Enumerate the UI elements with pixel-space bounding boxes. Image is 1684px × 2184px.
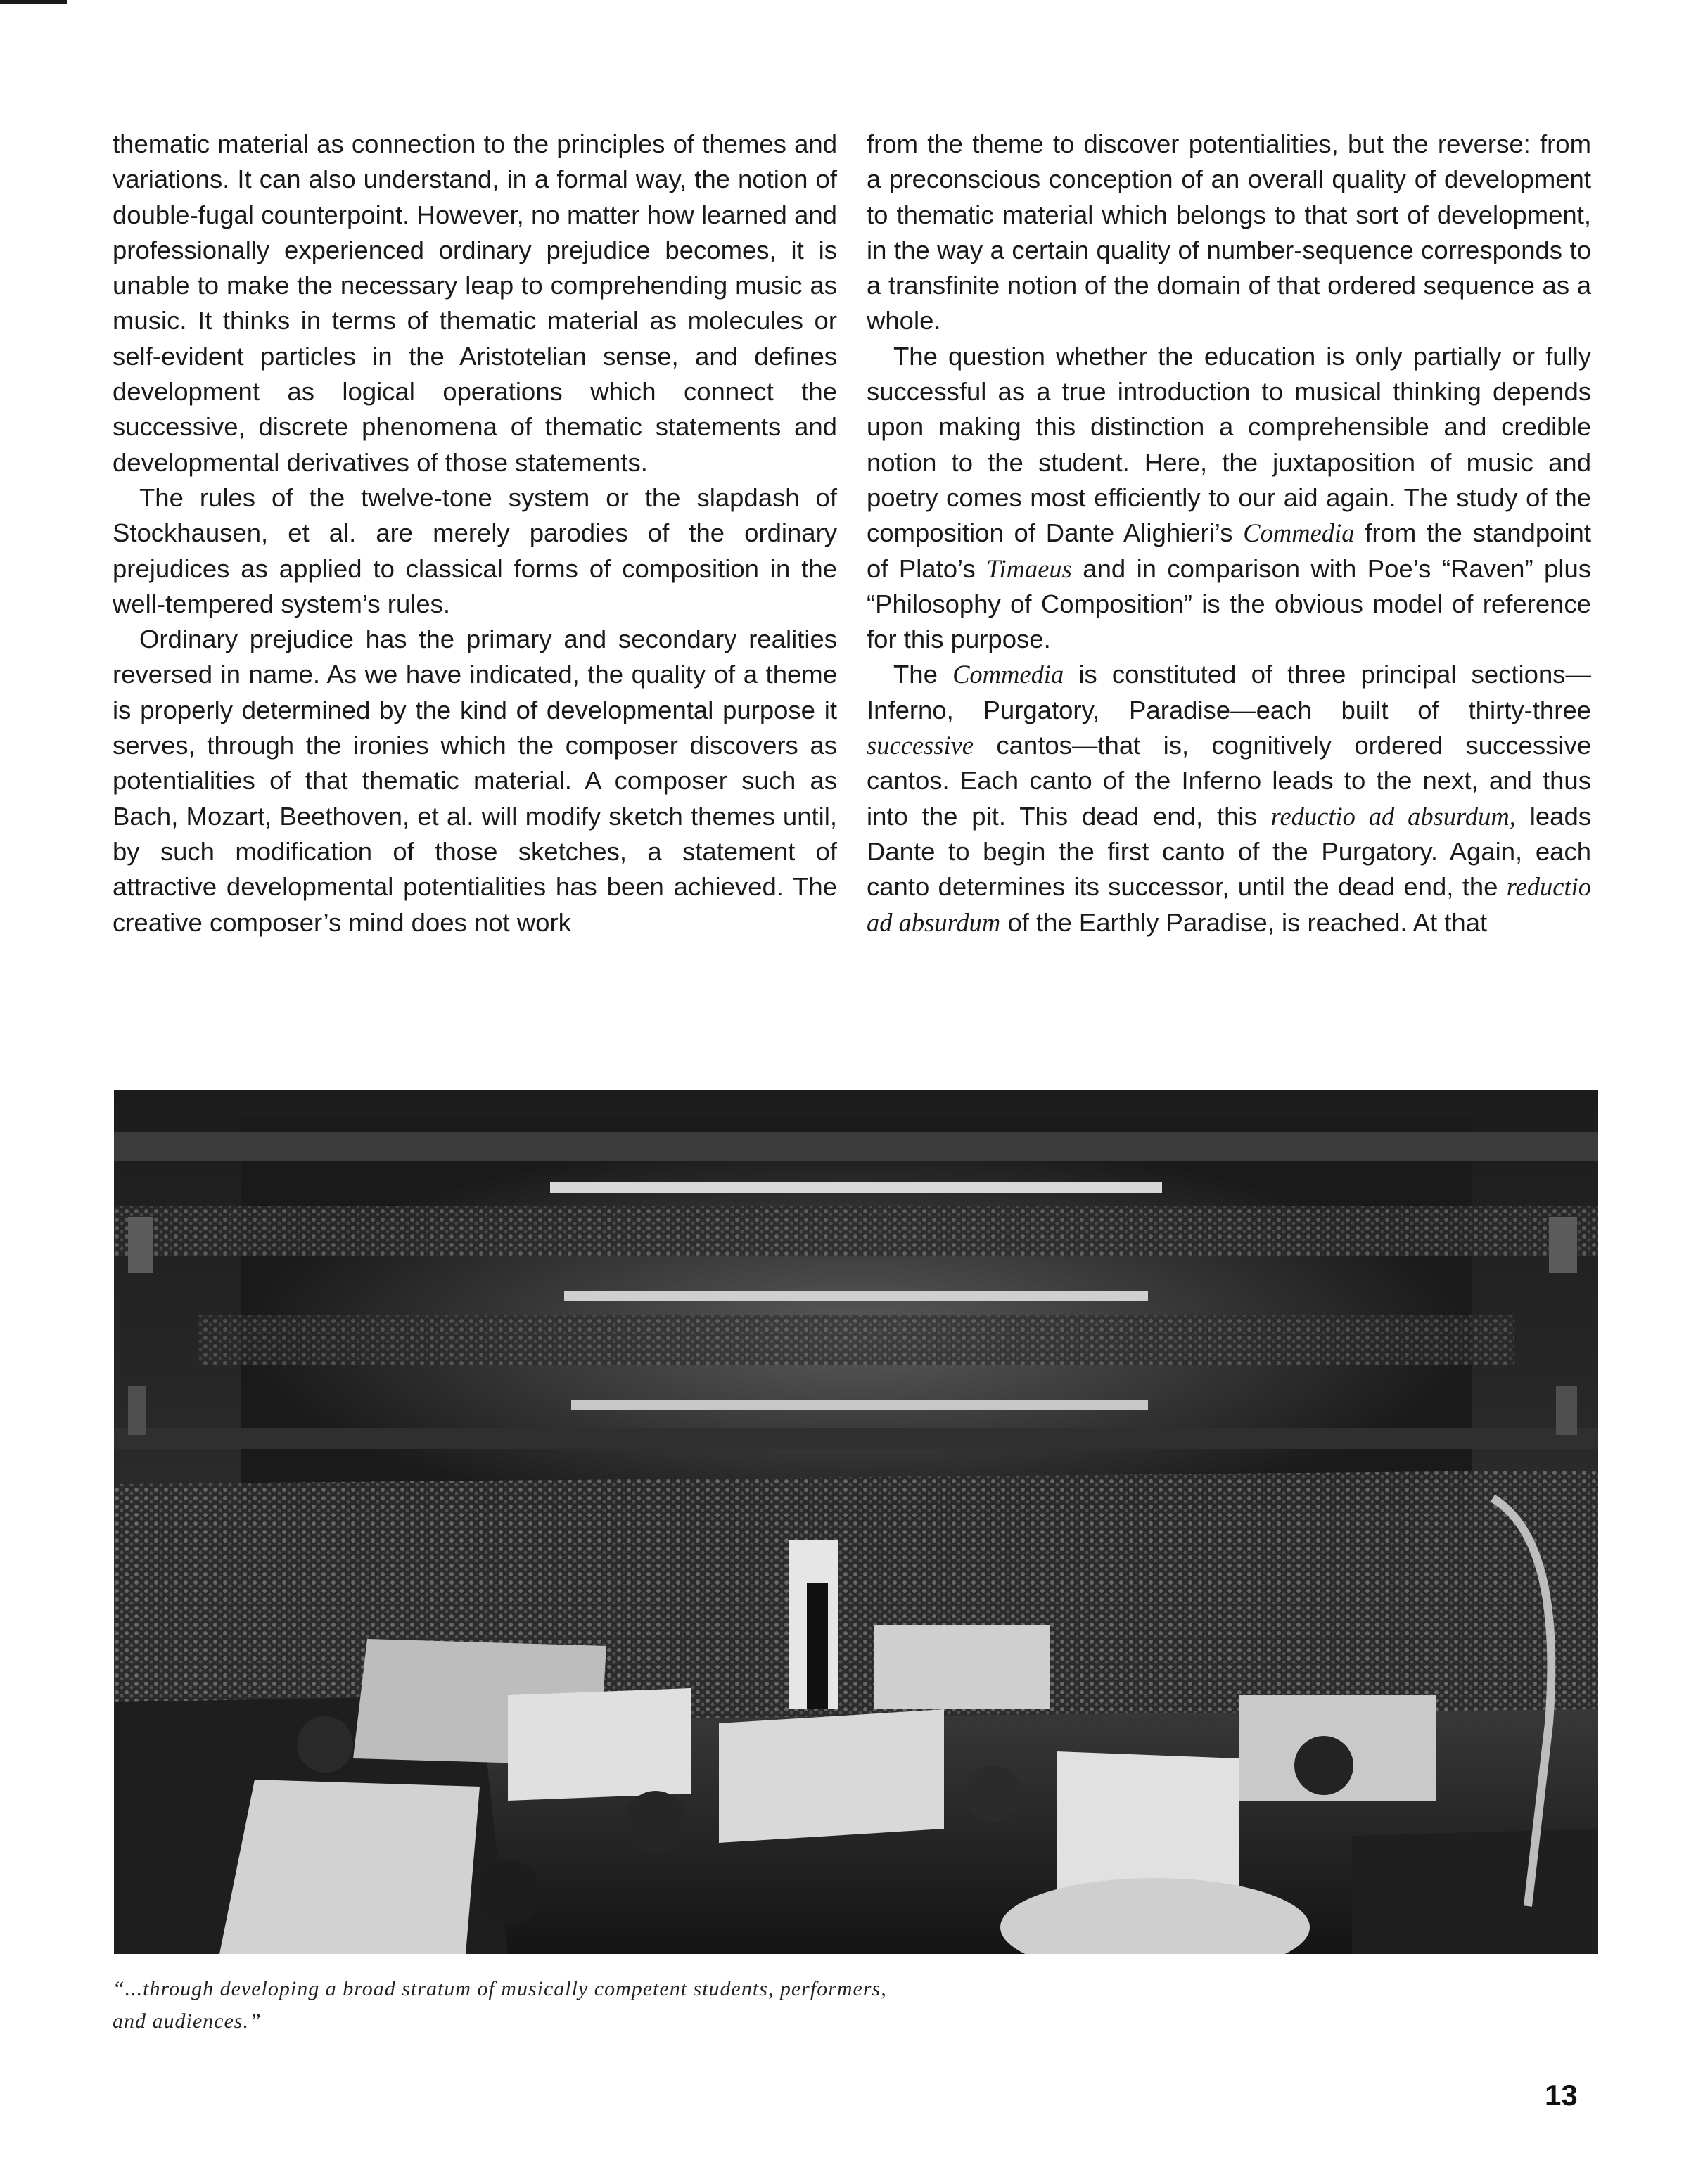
right-paragraph-1: from the theme to discover potentialities, but the reverse: from a preconscious conception of an overall quality of development to thematic material which belongs to that sort of development, in the way a certain quality of number-sequence corresponds to a transfinite notion of the domain of that ordered sequence as a whole. bbox=[867, 129, 1591, 336]
latin-phrase: reductio ad absurdum bbox=[867, 872, 1591, 937]
text-run: leads Dante to begin the first canto of the Purgatory. Again, each canto determines its successor, until the dead end, the bbox=[867, 801, 1591, 902]
left-paragraph-1: thematic material as connection to the principles of themes and variations. It can also understand, in a formal way, the notion of double-fugal counterpoint. However, no matter how learned and professionally experienced ordinary prejudice becomes, it is unable to make the necessary leap to comprehending music as music. It thinks in terms of thematic material as molecules or self-evident particles in the Aristotelian sense, and defines development as logical operations which connect the successive, discrete phenomena of thematic statements and developmental derivatives of those statements. bbox=[113, 129, 837, 477]
left-text-column bbox=[113, 127, 837, 940]
title-commedia: Commedia bbox=[952, 660, 1064, 689]
right-paragraph-3 bbox=[867, 657, 1591, 940]
page-number: 13 bbox=[1545, 2078, 1578, 2112]
text-run: The question whether the education is only partially or fully successful as a true introduction to musical thinking depends upon making this distinction a comprehensible and credible notion to the student. Here, the juxtaposition of music and poetry comes most efficiently to our aid again. The study of the composition of Dante Alighieri’s bbox=[867, 341, 1591, 548]
right-paragraph-2 bbox=[867, 339, 1591, 658]
latin-phrase: reductio ad absurdum, bbox=[1270, 801, 1516, 831]
caption-line-2: and audiences.” bbox=[113, 2010, 262, 2033]
text-run: and in comparison with Poe’s “Raven” plus “Philosophy of Composition” is the obvious model of reference for this purpose. bbox=[867, 554, 1591, 654]
photo-caption bbox=[113, 1973, 1210, 2038]
caption-line-1: “...through developing a broad stratum of musically competent students, performers, bbox=[113, 1977, 887, 2000]
left-paragraph-2: The rules of the twelve-tone system or the slapdash of Stockhausen, et al. are merely parodies of the ordinary prejudices as applied to classical forms of composition in the well-tempered system’s rules. bbox=[113, 483, 837, 618]
right-text-column bbox=[867, 127, 1591, 940]
text-run: of the Earthly Paradise, is reached. At that bbox=[1000, 907, 1488, 937]
left-paragraph-3: Ordinary prejudice has the primary and secondary realities reversed in name. As we have indicated, the quality of a theme is properly determined by the kind of developmental purpose it serves, through the ironies which the composer discovers as potentialities of that thematic material. A composer such as Bach, Mozart, Beethoven, et al. will modify sketch themes until, by such modification of those sketches, a statement of attractive developmental potentialities has been achieved. The creative composer’s mind does not work bbox=[113, 625, 837, 937]
orchestra-concert-hall-photo bbox=[114, 1090, 1598, 1954]
title-timaeus: Timaeus bbox=[986, 554, 1072, 583]
corner-rule bbox=[0, 0, 67, 4]
title-commedia: Commedia bbox=[1243, 518, 1355, 548]
text-run: from the standpoint of Plato’s bbox=[867, 518, 1592, 583]
emphasis-successive: successive bbox=[867, 731, 974, 760]
text-run: is constituted of three principal sections—Inferno, Purgatory, Paradise—each built of thirty-three bbox=[867, 660, 1591, 724]
photo-illustration bbox=[114, 1090, 1598, 1954]
text-run: cantos—that is, cognitively ordered successive cantos. Each canto of the Inferno leads to the next, and thus into the pit. This dead end, this bbox=[867, 731, 1591, 831]
text-run: The bbox=[893, 660, 953, 689]
